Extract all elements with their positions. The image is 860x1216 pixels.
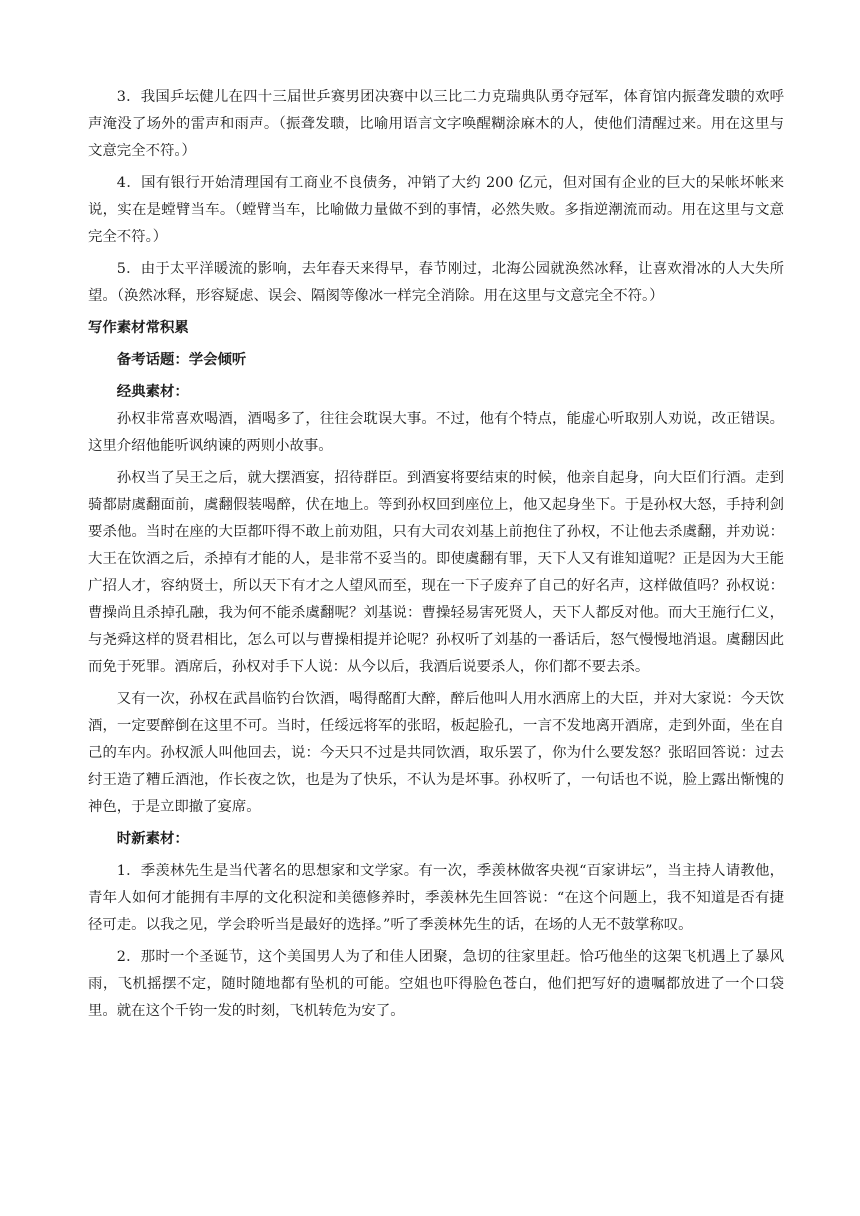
new-material-label: 时新素材： xyxy=(116,831,189,847)
topic-heading: 备考话题：学会倾听 xyxy=(116,352,247,368)
document-page xyxy=(88,84,784,1025)
new-material-paragraph: 1．季羡林先生是当代著名的思想家和文学家。有一次，季羡林做客央视“百家讲坛”，当主持人请教他，青年人如何才能拥有丰厚的文化积淀和美德修养时，季羡林先生回答说：“在这个问题上，我不知道是否有捷径可走。以我之见，学会聆听当是最好的选择。”听了季羡林先生的话，在场的人无不鼓掌称叹。 xyxy=(88,863,784,933)
classic-paragraph: 孙权非常喜欢喝酒，酒喝多了，往往会耽误大事。不过，他有个特点，能虚心听取别人劝说，改正错误。这里介绍他能听讽纳谏的两则小故事。 xyxy=(88,411,784,454)
classic-paragraph: 又有一次，孙权在武昌临钓台饮酒，喝得酩酊大醉，醉后他叫人用水洒席上的大臣，并对大家说：今天饮酒，一定要醉倒在这里不可。当时，任绥远将军的张昭，板起脸孔，一言不发地离开酒席，走到外面，坐在自己的车内。孙权派人叫他回去，说：今天只不过是共同饮酒，取乐罢了，你为什么要发怒？张昭回答说：过去纣王造了糟丘酒池，作长夜之饮，也是为了快乐，不认为是坏事。孙权听了，一句话也不说，脸上露出惭愧的神色，于是立即撤了宴席。 xyxy=(88,691,784,815)
new-material-paragraph: 2．那时一个圣诞节，这个美国男人为了和佳人团聚，急切的往家里赶。恰巧他坐的这架飞机遇上了暴风雨，飞机摇摆不定，随时随地都有坠机的可能。空姐也吓得脸色苍白，他们把写好的遗嘱都放进了一个口袋里。就在这个千钧一发的时刻，飞机转危为安了。 xyxy=(88,949,784,1019)
example-item-4: 4．国有银行开始清理国有工商业不良债务，冲销了大约 200 亿元，但对国有企业的巨大的呆帐坏帐来说，实在是螳臂当车。（螳臂当车，比喻做力量做不到的事情，必然失败。多指逆潮流而动。用在这里与文意完全不符。） xyxy=(88,175,784,245)
classic-paragraph: 孙权当了吴王之后，就大摆酒宴，招待群臣。到酒宴将要结束的时候，他亲自起身，向大臣们行酒。走到骑都尉虞翻面前，虞翻假装喝醉，伏在地上。等到孙权回到座位上，他又起身坐下。于是孙权大怒，手持利剑要杀他。当时在座的大臣都吓得不敢上前劝阻，只有大司农刘基上前抱住了孙权，不让他去杀虞翻，并劝说：大王在饮酒之后，杀掉有才能的人，是非常不妥当的。即使虞翻有罪，天下人又有谁知道呢？正是因为大王能广招人才，容纳贤士，所以天下有才之人望风而至，现在一下子废弃了自己的好名声，这样做值吗？孙权说：曹操尚且杀掉孔融，我为何不能杀虞翻呢？刘基说：曹操轻易害死贤人，天下人都反对他。而大王施行仁义，与尧舜这样的贤君相比，怎么可以与曹操相提并论呢？孙权听了刘基的一番话后，怒气慢慢地消退。虞翻因此而免于死罪。酒席后，孙权对手下人说：从今以后，我酒后说要杀人，你们都不要去杀。 xyxy=(88,470,784,675)
classic-material-label: 经典素材： xyxy=(116,384,189,400)
example-item-3: 3．我国乒坛健儿在四十三届世乒赛男团决赛中以三比二力克瑞典队勇夺冠军，体育馆内振聋发聩的欢呼声淹没了场外的雷声和雨声。（振聋发聩，比喻用语言文字唤醒糊涂麻木的人，使他们清醒过来。用在这里与文意完全不符。） xyxy=(88,89,784,159)
example-item-5: 5．由于太平洋暖流的影响，去年春天来得早，春节刚过，北海公园就涣然冰释，让喜欢滑冰的人大失所望。（涣然冰释，形容疑虑、误会、隔阂等像冰一样完全消除。用在这里与文意完全不符。） xyxy=(88,261,784,304)
section-heading: 写作素材常积累 xyxy=(88,320,189,336)
